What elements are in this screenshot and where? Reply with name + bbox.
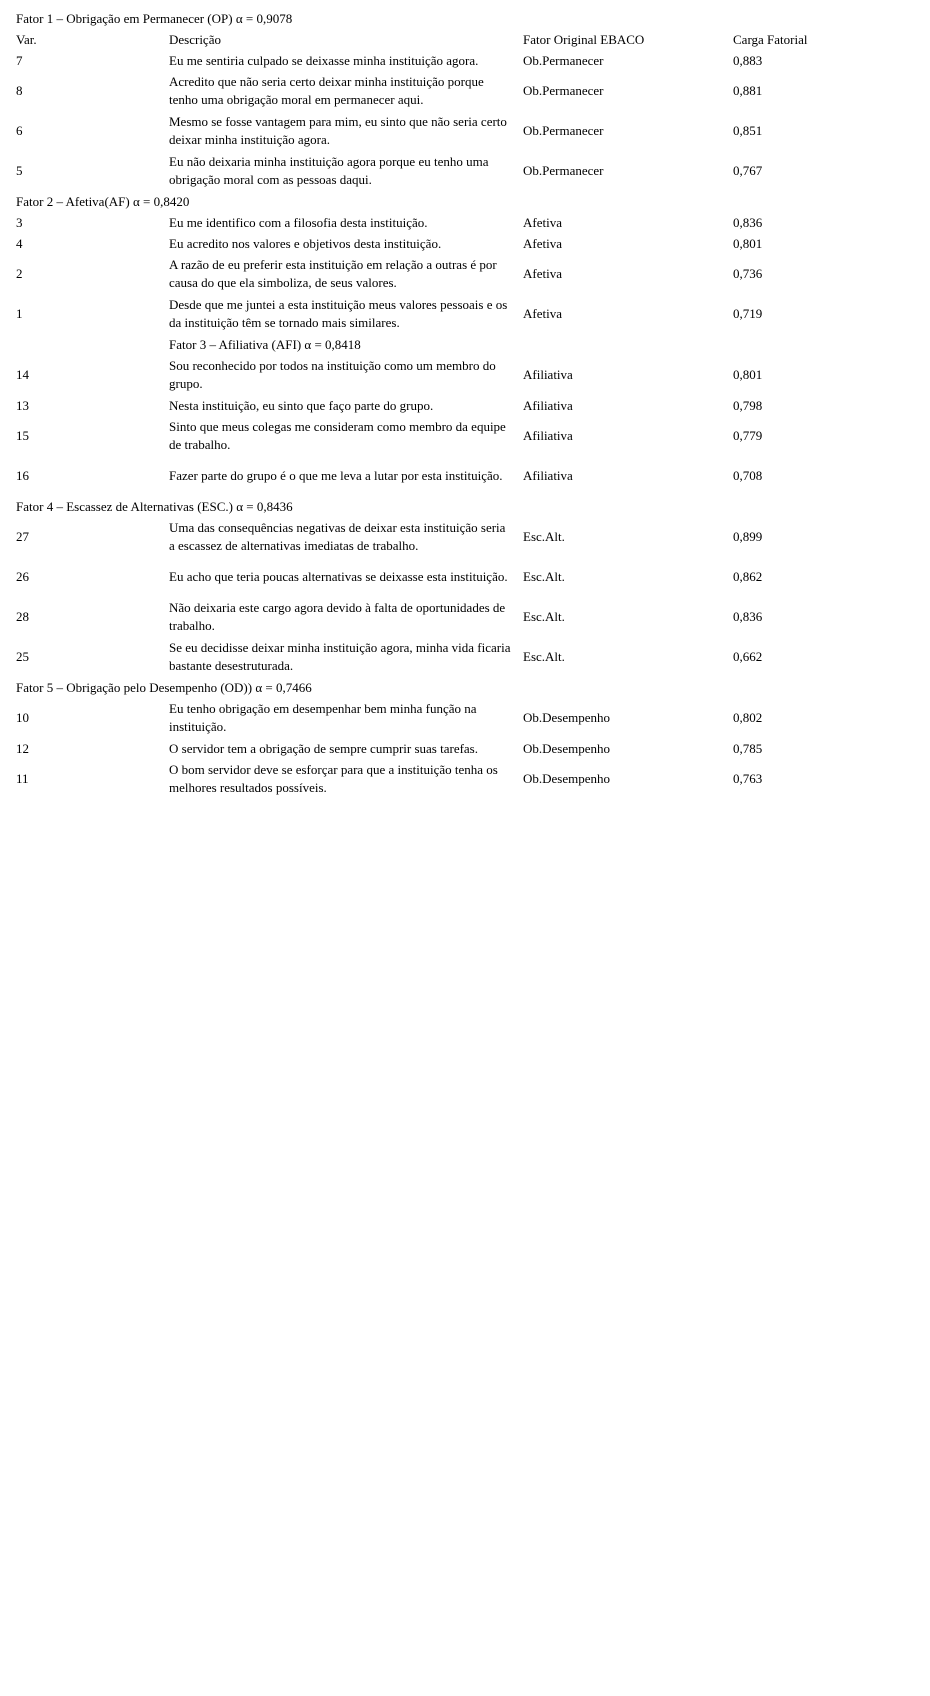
cell-var: 14 bbox=[16, 367, 29, 382]
cell-var: 25 bbox=[16, 649, 29, 664]
cell-fator: Afetiva bbox=[523, 266, 562, 281]
cell-carga: 0,883 bbox=[733, 52, 763, 68]
cell-var: 2 bbox=[16, 266, 23, 281]
cell-carga: 0,785 bbox=[733, 740, 763, 756]
cell-fator: Esc.Alt. bbox=[523, 649, 565, 664]
cell-desc: A razão de eu preferir esta instituição em relação a outras é por causa do que ela simboliza, de seus valores. bbox=[169, 257, 497, 290]
cell-fator: Ob.Permanecer bbox=[523, 123, 604, 138]
cell-desc: Não deixaria este cargo agora devido à falta de oportunidades de trabalho. bbox=[169, 600, 506, 633]
factor-title: Fator 2 – Afetiva(AF) α = 0,8420 bbox=[16, 193, 190, 209]
cell-desc: Desde que me juntei a esta instituição meus valores pessoais e os da instituição têm se tornado mais similares. bbox=[169, 297, 508, 330]
table-row bbox=[16, 151, 916, 191]
cell-desc: Sinto que meus colegas me consideram como membro da equipe de trabalho. bbox=[169, 419, 506, 452]
cell-var: 27 bbox=[16, 529, 29, 544]
cell-fator: Ob.Permanecer bbox=[523, 163, 604, 178]
factor-title: Fator 4 – Escassez de Alternativas (ESC.) α = 0,8436 bbox=[16, 498, 293, 514]
cell-carga: 0,862 bbox=[733, 569, 763, 584]
table-row bbox=[16, 294, 916, 334]
cell-desc: Eu tenho obrigação em desempenhar bem minha função na instituição. bbox=[169, 701, 477, 734]
cell-desc: Fazer parte do grupo é o que me leva a lutar por esta instituição. bbox=[169, 468, 503, 483]
table-row bbox=[16, 50, 916, 71]
cell-var: 12 bbox=[16, 740, 29, 756]
cell-desc: Sou reconhecido por todos na instituição como um membro do grupo. bbox=[169, 358, 496, 391]
cell-fator: Esc.Alt. bbox=[523, 569, 565, 584]
cell-var: 6 bbox=[16, 123, 23, 138]
cell-fator: Afiliativa bbox=[523, 367, 573, 382]
cell-fator: Esc.Alt. bbox=[523, 529, 565, 544]
cell-fator: Ob.Desempenho bbox=[523, 710, 611, 725]
factor-table bbox=[16, 8, 916, 799]
cell-fator: Afetiva bbox=[523, 235, 562, 251]
cell-var: 11 bbox=[16, 771, 29, 786]
cell-carga: 0,836 bbox=[733, 214, 763, 230]
cell-carga: 0,779 bbox=[733, 428, 763, 443]
table-row bbox=[16, 254, 916, 294]
table-row bbox=[16, 738, 916, 759]
cell-carga: 0,899 bbox=[733, 529, 763, 544]
cell-carga: 0,851 bbox=[733, 123, 763, 138]
cell-carga: 0,798 bbox=[733, 397, 763, 413]
table-row bbox=[16, 395, 916, 416]
header-var: Var. bbox=[16, 31, 37, 47]
cell-var: 16 bbox=[16, 468, 29, 483]
table-row bbox=[16, 517, 916, 557]
table-header bbox=[16, 29, 916, 50]
cell-fator: Afetiva bbox=[523, 306, 562, 321]
factor-title: Fator 1 – Obrigação em Permanecer (OP) α = 0,9078 bbox=[16, 10, 293, 26]
table-row bbox=[16, 698, 916, 738]
cell-fator: Esc.Alt. bbox=[523, 609, 565, 624]
cell-desc: Eu me identifico com a filosofia desta instituição. bbox=[169, 214, 428, 230]
cell-desc: Mesmo se fosse vantagem para mim, eu sinto que não seria certo deixar minha instituição agora. bbox=[169, 114, 507, 147]
cell-fator: Ob.Permanecer bbox=[523, 83, 604, 98]
cell-desc: O bom servidor deve se esforçar para que a instituição tenha os melhores resultados possíveis. bbox=[169, 762, 498, 795]
cell-desc: Eu me sentiria culpado se deixasse minha instituição agora. bbox=[169, 52, 479, 68]
cell-var: 3 bbox=[16, 214, 23, 230]
cell-carga: 0,801 bbox=[733, 367, 763, 382]
cell-carga: 0,801 bbox=[733, 235, 763, 251]
cell-carga: 0,763 bbox=[733, 771, 763, 786]
cell-carga: 0,767 bbox=[733, 163, 763, 178]
table-row bbox=[16, 597, 916, 637]
cell-desc: O servidor tem a obrigação de sempre cumprir suas tarefas. bbox=[169, 740, 478, 756]
cell-fator: Afetiva bbox=[523, 214, 562, 230]
table-row bbox=[16, 233, 916, 254]
cell-desc: Acredito que não seria certo deixar minha instituição porque tenho uma obrigação moral em permanecer aqui. bbox=[169, 74, 484, 107]
cell-var: 26 bbox=[16, 569, 29, 584]
table-row bbox=[16, 557, 916, 597]
cell-fator: Ob.Desempenho bbox=[523, 740, 611, 756]
table-row bbox=[16, 71, 916, 111]
cell-carga: 0,662 bbox=[733, 649, 763, 664]
cell-desc: Eu não deixaria minha instituição agora porque eu tenho uma obrigação moral com as pessoas daqui. bbox=[169, 154, 489, 187]
cell-var: 7 bbox=[16, 52, 23, 68]
table-row bbox=[16, 759, 916, 799]
cell-var: 5 bbox=[16, 163, 23, 178]
header-carga: Carga Fatorial bbox=[733, 31, 808, 47]
cell-carga: 0,708 bbox=[733, 468, 763, 483]
cell-var: 10 bbox=[16, 710, 29, 725]
header-descricao: Descrição bbox=[169, 31, 221, 47]
factor-title: Fator 3 – Afiliativa (AFI) α = 0,8418 bbox=[169, 336, 361, 352]
cell-var: 8 bbox=[16, 83, 23, 98]
header-fator-original: Fator Original EBACO bbox=[523, 31, 645, 47]
factor-title: Fator 5 – Obrigação pelo Desempenho (OD)) α = 0,7466 bbox=[16, 679, 312, 695]
cell-carga: 0,736 bbox=[733, 266, 763, 281]
cell-var: 1 bbox=[16, 306, 23, 321]
cell-fator: Afiliativa bbox=[523, 397, 573, 413]
cell-fator: Afiliativa bbox=[523, 468, 573, 483]
table-row bbox=[16, 637, 916, 677]
cell-carga: 0,802 bbox=[733, 710, 763, 725]
cell-fator: Afiliativa bbox=[523, 428, 573, 443]
cell-var: 13 bbox=[16, 397, 29, 413]
table-row bbox=[16, 355, 916, 395]
table-row bbox=[16, 416, 916, 456]
cell-var: 4 bbox=[16, 235, 23, 251]
cell-var: 15 bbox=[16, 428, 29, 443]
cell-desc: Eu acredito nos valores e objetivos desta instituição. bbox=[169, 235, 442, 251]
cell-var: 28 bbox=[16, 609, 29, 624]
cell-desc: Uma das consequências negativas de deixar esta instituição seria a escassez de alternativas imediatas de trabalho. bbox=[169, 520, 506, 553]
cell-carga: 0,836 bbox=[733, 609, 763, 624]
table-row bbox=[16, 111, 916, 151]
cell-fator: Ob.Permanecer bbox=[523, 52, 604, 68]
table-row bbox=[16, 456, 916, 496]
cell-carga: 0,881 bbox=[733, 83, 763, 98]
cell-desc: Nesta instituição, eu sinto que faço parte do grupo. bbox=[169, 397, 434, 413]
cell-carga: 0,719 bbox=[733, 306, 763, 321]
cell-desc: Se eu decidisse deixar minha instituição agora, minha vida ficaria bastante desestruturada. bbox=[169, 640, 511, 673]
cell-desc: Eu acho que teria poucas alternativas se deixasse esta instituição. bbox=[169, 569, 508, 584]
table-row bbox=[16, 212, 916, 233]
cell-fator: Ob.Desempenho bbox=[523, 771, 611, 786]
